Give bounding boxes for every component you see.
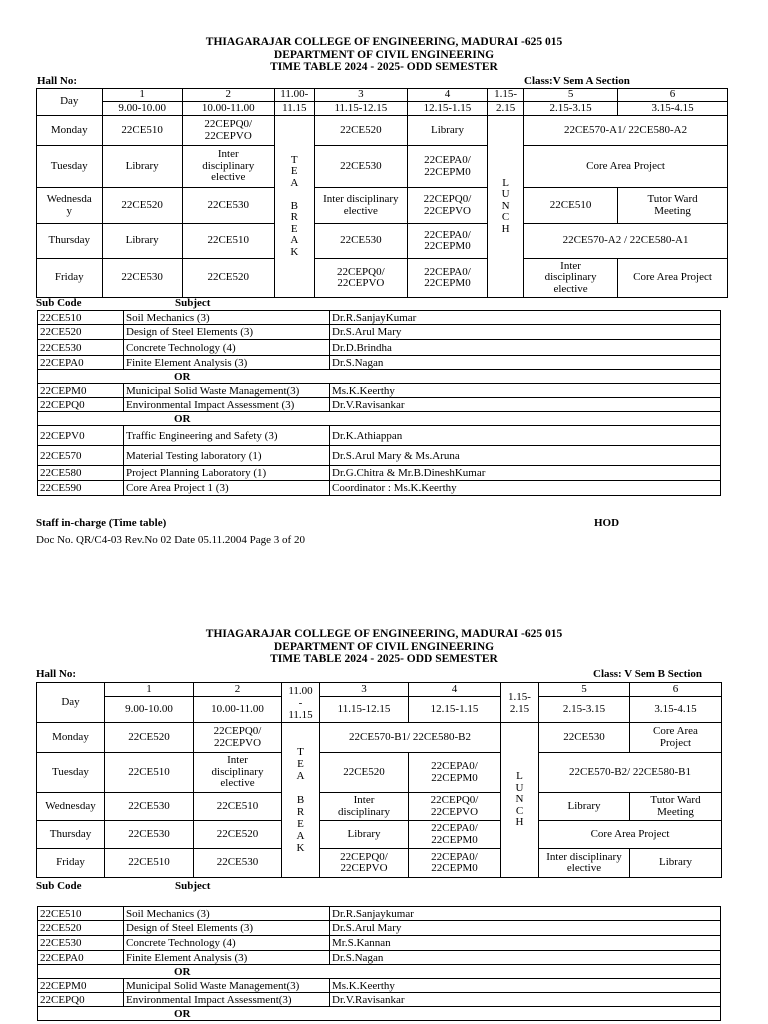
day-header: Day	[37, 89, 103, 116]
department-title-a: DEPARTMENT OF CIVIL ENGINEERING	[273, 48, 495, 61]
period-time: 11.15-12.15	[314, 102, 407, 116]
sub-code: 22CEPM0	[38, 384, 124, 398]
day-name: Tuesday	[37, 753, 105, 793]
tea-break: T E A B R E A K	[274, 116, 314, 298]
slot: 22CE530	[194, 849, 282, 878]
period-number: 2	[194, 683, 282, 697]
slot: 22CE570-A2 / 22CE580-A1	[524, 224, 728, 259]
subject-name: Municipal Solid Waste Management(3)	[124, 384, 330, 398]
doc-number: Doc No. QR/C4-03 Rev.No 02 Date 05.11.2004 Page 3 of 20	[36, 534, 305, 546]
slot: 22CE510	[105, 849, 194, 878]
slot: Inter disciplinary elective	[524, 259, 618, 298]
sub-code: 22CE520	[38, 325, 124, 340]
period-time: 10.00-11.00	[194, 697, 282, 723]
period-time: 2.15-3.15	[524, 102, 618, 116]
subject-name: Traffic Engineering and Safety (3)	[124, 426, 330, 446]
staff-name: Dr.S.Arul Mary	[330, 921, 721, 936]
staff-name: Coordinator : Ms.K.Keerthy	[330, 481, 721, 496]
subject-name: Concrete Technology (4)	[124, 936, 330, 951]
day-name: Thursday	[37, 821, 105, 849]
slot: Core Area Project	[539, 821, 722, 849]
staff-name: Dr.K.Athiappan	[330, 426, 721, 446]
break-time-start: 11.00	[288, 684, 313, 697]
lunch-time-start: 1.15-	[508, 690, 531, 703]
or-separator: OR	[38, 1007, 721, 1021]
sub-code: 22CEPQ0	[38, 398, 124, 412]
hod-label: HOD	[594, 517, 620, 529]
staff-name: Dr.S.Nagan	[330, 356, 721, 370]
sub-code: 22CE530	[38, 340, 124, 356]
subject-name: Environmental Impact Assessment(3)	[124, 993, 330, 1007]
timetable-a	[36, 88, 728, 298]
hall-no-b: Hall No:	[36, 668, 77, 680]
slot: 22CE520	[320, 753, 409, 793]
subject-name: Finite Element Analysis (3)	[124, 356, 330, 370]
slot: 22CE520	[105, 723, 194, 753]
tea-break: T E A B R E A K	[282, 723, 320, 878]
slot: Inter disciplinary elective	[314, 188, 407, 224]
slot: Library	[630, 849, 722, 878]
lunch-time	[501, 683, 539, 723]
sub-code: 22CE510	[38, 311, 124, 325]
slot: 22CE510	[105, 753, 194, 793]
sub-code-label-a: Sub Code	[36, 297, 82, 309]
period-time: 9.00-10.00	[102, 102, 182, 116]
slot: Tutor Ward Meeting	[630, 793, 722, 821]
slot: 22CE510	[102, 116, 182, 146]
subject-label-a: Subject	[175, 297, 211, 309]
day-name: Monday	[37, 116, 103, 146]
or-separator: OR	[38, 965, 721, 979]
slot: 22CE530	[314, 146, 407, 188]
lunch-time-end: 2.15	[509, 702, 530, 715]
slot: 22CE510	[524, 188, 618, 224]
slot: 22CE520	[102, 188, 182, 224]
period-number: 1	[105, 683, 194, 697]
sub-code-label-b: Sub Code	[36, 880, 82, 892]
staff-name: Dr.G.Chitra & Mr.B.DineshKumar	[330, 466, 721, 481]
slot: 22CE530	[314, 224, 407, 259]
staff-name: Ms.K.Keerthy	[330, 384, 721, 398]
slot: Inter disciplinary	[320, 793, 409, 821]
period-number: 1	[102, 89, 182, 102]
period-time: 10.00-11.00	[182, 102, 274, 116]
slot: 22CE520	[314, 116, 407, 146]
college-title-a: THIAGARAJAR COLLEGE OF ENGINEERING, MADURAI -625 015	[205, 36, 563, 48]
slot: 22CEPA0/ 22CEPM0	[407, 224, 487, 259]
period-number: 3	[314, 89, 407, 102]
subject-list-b	[37, 906, 721, 1021]
subject-name: Material Testing laboratory (1)	[124, 446, 330, 466]
break-time: 11.00-	[274, 89, 314, 102]
slot: 22CEPA0/ 22CEPM0	[409, 849, 501, 878]
period-time: 3.15-4.15	[618, 102, 728, 116]
day-name: Wednesday	[37, 793, 105, 821]
slot: 22CEPQ0/ 22CEPVO	[407, 188, 487, 224]
slot: 22CEPA0/ 22CEPM0	[409, 753, 501, 793]
slot: Inter disciplinary elective	[194, 753, 282, 793]
slot: 22CE520	[194, 821, 282, 849]
slot: 22CE530	[182, 188, 274, 224]
sub-code: 22CE590	[38, 481, 124, 496]
slot: 22CE530	[102, 259, 182, 298]
hall-no-a: Hall No:	[37, 75, 78, 87]
staff-name: Dr.V.Ravisankar	[330, 398, 721, 412]
class-label-b: Class: V Sem B Section	[593, 668, 702, 680]
subject-list-a	[37, 310, 721, 496]
slot: 22CE510	[182, 224, 274, 259]
period-time: 12.15-1.15	[409, 697, 501, 723]
timetable-title-a: TIME TABLE 2024 - 2025- ODD SEMESTER	[270, 61, 498, 73]
lunch-time: 2.15	[488, 102, 524, 116]
slot: 22CE570-B2/ 22CE580-B1	[539, 753, 722, 793]
sub-code: 22CE530	[38, 936, 124, 951]
period-time: 11.15-12.15	[320, 697, 409, 723]
day-name: Tuesday	[37, 146, 103, 188]
break-time	[282, 683, 320, 723]
staff-name: Dr.S.Arul Mary	[330, 325, 721, 340]
sub-code: 22CEPA0	[38, 951, 124, 965]
staff-name: Dr.R.Sanjaykumar	[330, 907, 721, 921]
sub-code: 22CE520	[38, 921, 124, 936]
college-title-b: THIAGARAJAR COLLEGE OF ENGINEERING, MADURAI -625 015	[205, 628, 563, 640]
period-time: 3.15-4.15	[630, 697, 722, 723]
slot: 22CEPQ0/ 22CEPVO	[182, 116, 274, 146]
slot: Library	[102, 224, 182, 259]
slot: Core Area Project	[630, 723, 722, 753]
sub-code: 22CEPQ0	[38, 993, 124, 1007]
staff-incharge-label: Staff in-charge (Time table)	[36, 517, 167, 529]
day-name: Friday	[37, 259, 103, 298]
sub-code: 22CEPM0	[38, 979, 124, 993]
period-number: 3	[320, 683, 409, 697]
staff-name: Dr.S.Nagan	[330, 951, 721, 965]
period-time: 12.15-1.15	[407, 102, 487, 116]
subject-label-b: Subject	[175, 880, 211, 892]
or-separator: OR	[38, 412, 721, 426]
period-number: 6	[630, 683, 722, 697]
slot: Core Area Project	[524, 146, 728, 188]
slot: 22CE510	[194, 793, 282, 821]
period-number: 5	[524, 89, 618, 102]
subject-name: Finite Element Analysis (3)	[124, 951, 330, 965]
subject-name: Soil Mechanics (3)	[124, 907, 330, 921]
subject-name: Soil Mechanics (3)	[124, 311, 330, 325]
staff-name: Ms.K.Keerthy	[330, 979, 721, 993]
period-number: 5	[539, 683, 630, 697]
day-name: Thursday	[37, 224, 103, 259]
slot: 22CEPA0/ 22CEPM0	[407, 146, 487, 188]
break-time: 11.15	[274, 102, 314, 116]
lunch-time: 1.15-	[488, 89, 524, 102]
slot: 22CE530	[105, 821, 194, 849]
subject-name: Concrete Technology (4)	[124, 340, 330, 356]
staff-name: Dr.V.Ravisankar	[330, 993, 721, 1007]
slot: 22CEPQ0/ 22CEPVO	[314, 259, 407, 298]
lunch-break: L U N C H	[488, 116, 524, 298]
period-number: 4	[407, 89, 487, 102]
period-number: 4	[409, 683, 501, 697]
break-time-end: 11.15	[288, 708, 313, 721]
day-name: Wednesda y	[37, 188, 103, 224]
timetable-title-b: TIME TABLE 2024 - 2025- ODD SEMESTER	[270, 653, 498, 665]
staff-name: Mr.S.Kannan	[330, 936, 721, 951]
slot: 22CE530	[105, 793, 194, 821]
subject-name: Environmental Impact Assessment (3)	[124, 398, 330, 412]
period-time: 9.00-10.00	[105, 697, 194, 723]
slot: 22CEPQ0/ 22CEPVO	[194, 723, 282, 753]
break-time-dash: -	[298, 696, 303, 709]
slot: 22CE570-A1/ 22CE580-A2	[524, 116, 728, 146]
period-number: 6	[618, 89, 728, 102]
slot: Library	[320, 821, 409, 849]
staff-name: Dr.R.SanjayKumar	[330, 311, 721, 325]
slot: 22CE570-B1/ 22CE580-B2	[320, 723, 501, 753]
subject-name: Design of Steel Elements (3)	[124, 325, 330, 340]
timetable-b	[36, 682, 722, 878]
lunch-break: L U N C H	[501, 723, 539, 878]
slot: 22CEPA0/ 22CEPM0	[407, 259, 487, 298]
slot: 22CEPA0/ 22CEPM0	[409, 821, 501, 849]
slot: 22CEPQ0/ 22CEPVO	[320, 849, 409, 878]
day-name: Monday	[37, 723, 105, 753]
period-number: 2	[182, 89, 274, 102]
slot: Library	[539, 793, 630, 821]
day-header: Day	[37, 683, 105, 723]
sub-code: 22CE580	[38, 466, 124, 481]
slot: Tutor Ward Meeting	[618, 188, 728, 224]
slot: 22CE530	[539, 723, 630, 753]
slot: Inter disciplinary elective	[182, 146, 274, 188]
subject-name: Project Planning Laboratory (1)	[124, 466, 330, 481]
sub-code: 22CE510	[38, 907, 124, 921]
staff-name: Dr.D.Brindha	[330, 340, 721, 356]
sub-code: 22CEPV0	[38, 426, 124, 446]
slot: 22CEPQ0/ 22CEPVO	[409, 793, 501, 821]
department-title-b: DEPARTMENT OF CIVIL ENGINEERING	[273, 640, 495, 653]
subject-name: Design of Steel Elements (3)	[124, 921, 330, 936]
slot: Library	[407, 116, 487, 146]
subject-name: Municipal Solid Waste Management(3)	[124, 979, 330, 993]
sub-code: 22CE570	[38, 446, 124, 466]
period-time: 2.15-3.15	[539, 697, 630, 723]
day-name: Friday	[37, 849, 105, 878]
slot: 22CE520	[182, 259, 274, 298]
or-separator: OR	[38, 370, 721, 384]
sub-code: 22CEPA0	[38, 356, 124, 370]
slot: Library	[102, 146, 182, 188]
staff-name: Dr.S.Arul Mary & Ms.Aruna	[330, 446, 721, 466]
class-label-a: Class:V Sem A Section	[524, 75, 630, 87]
slot: Inter disciplinary elective	[539, 849, 630, 878]
subject-name: Core Area Project 1 (3)	[124, 481, 330, 496]
slot: Core Area Project	[618, 259, 728, 298]
